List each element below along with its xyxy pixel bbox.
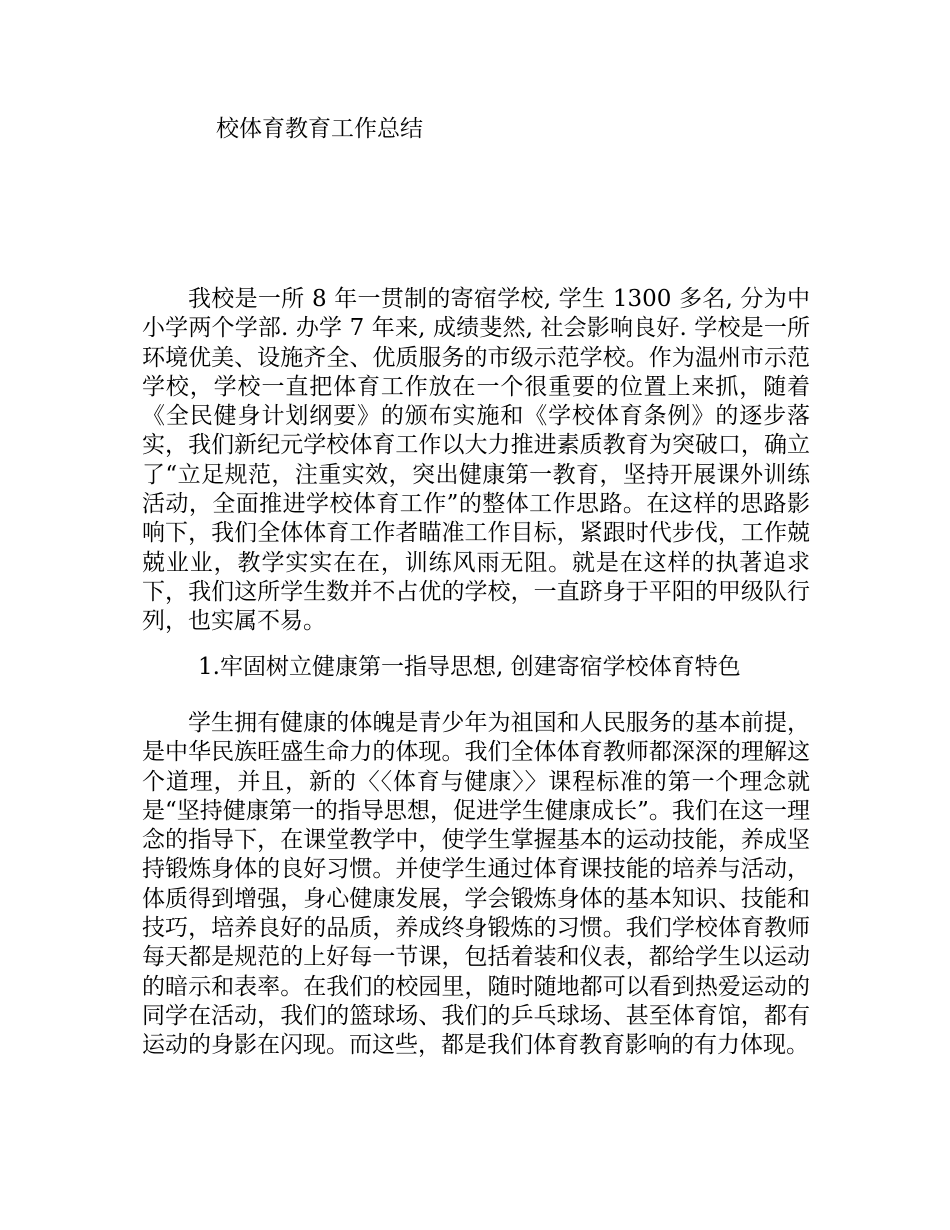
- paragraph-intro: 我校是一所 8 年一贯制的寄宿学校, 学生 1300 多名, 分为中小学两个学部. 办学 7 年来, 成绩斐然, 社会影响良好. 学校是一所环境优美、设施齐全、优质服务的市级示范学校。作为温州市示范学校，学校一直把体育工作放在一个很重要的位置上来抓，随着《全民健身计划纲要》的颁布实施和《学校体育条例》的逐步落实，我们新纪元学校体育工作以大力推进素质教育为突破口，确立了“立足规范，注重实效，突出健康第一教育，坚持开展课外训练活动，全面推进学校体育工作”的整体工作思路。在这样的思路影响下，我们全体体育工作者瞄准工作目标，紧跟时代步伐，工作兢兢业业，教学实实在在，训练风雨无阻。就是在这样的执著追求下，我们这所学生数并不占优的学校，一直跻身于平阳的甲级队行列，也实属不易。: [142, 286, 810, 635]
- paragraph-section-1: 学生拥有健康的体魄是青少年为祖国和人民服务的基本前提，是中华民族旺盛生命力的体现。我们全体体育教师都深深的理解这个道理，并且，新的〈〈体育与健康〉〉课程标准的第一个理念就是“坚持健康第一的指导思想，促进学生健康成长”。我们在这一理念的指导下，在课堂教学中，使学生掌握基本的运动技能，养成坚持锻炼身体的良好习惯。并使学生通过体育课技能的培养与活动，体质得到增强，身心健康发展，学会锻炼身体的基本知识、技能和技巧，培养良好的品质，养成终身锻炼的习惯。我们学校体育教师每天都是规范的上好每一节课，包括着装和仪表，都给学生以运动的暗示和表率。在我们的校园里，随时随地都可以看到热爱运动的同学在活动，我们的篮球场、我们的乒乓球场、甚至体育馆，都有运动的身影在闪现。而这些，都是我们体育教育影响的有力体现。: [142, 710, 810, 1059]
- section-heading-1: 1.牢固树立健康第一指导思想, 创建寄宿学校体育特色: [198, 654, 741, 680]
- document-title: 校体育教育工作总结: [216, 116, 423, 142]
